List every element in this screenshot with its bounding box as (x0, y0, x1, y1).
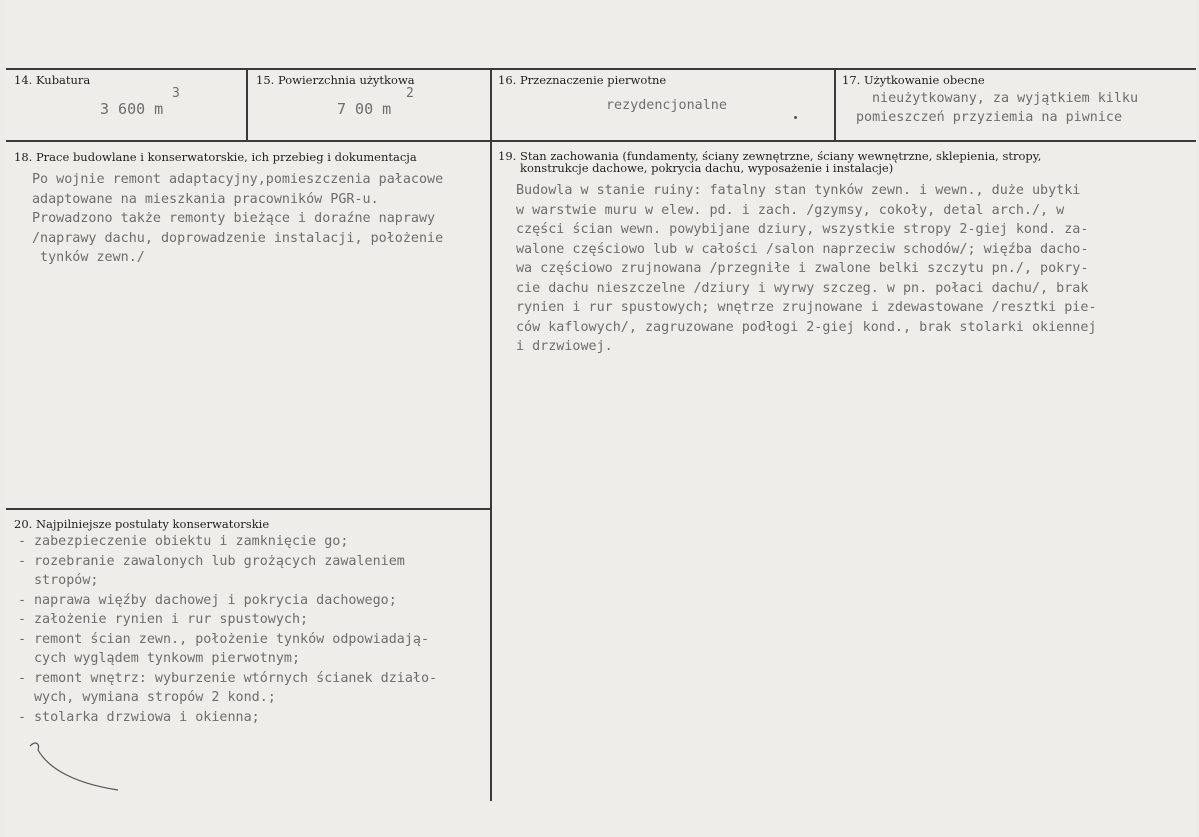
f20-item-9 (18, 688, 437, 708)
f20-item-text: cych wyglądem tynkowm pierwotnym; (34, 651, 301, 666)
f19-label: 19. Stan zachowania (fundamenty, ściany zewnętrzne, ściany wewnętrzne, sklepienia, stropy, (498, 149, 1042, 163)
divider-14-15 (246, 68, 248, 142)
pencil-mark (26, 738, 126, 798)
list-dash: - (18, 534, 27, 549)
f19-line-6: cie dachu nieszczelne /dziury i wyrwy szczeg. w pn. połaci dachu/, brak (516, 280, 1089, 296)
f20-item-text: zabezpieczenie obiektu i zamknięcie go; (34, 534, 349, 549)
f18-bottom-rule (6, 508, 492, 510)
f20-item-10 (18, 708, 437, 728)
f19-text-block (516, 181, 1096, 357)
divider-15-16 (490, 68, 492, 801)
f18-text-block (32, 170, 443, 268)
f14-value: 3 600 m (100, 100, 164, 118)
f19-line-5: wa częściowo zrujnowana /przegniłe i zwalone belki szczytu pn./, pokry- (516, 261, 1089, 276)
f16-label: 16. Przeznaczenie pierwotne (498, 73, 667, 87)
f18-line-4: /naprawy dachu, doprowadzenie instalacji, położenie (32, 230, 444, 246)
f15-label: 15. Powierzchnia użytkowa (256, 73, 415, 87)
list-dash: - (18, 670, 27, 686)
f20-item-8 (18, 669, 437, 689)
f20-item-text: stolarka drzwiowa i okienna; (34, 709, 260, 725)
f14-exponent: 3 (172, 86, 180, 101)
row1-bottom-rule (6, 140, 1196, 142)
f19-label-cont: konstrukcje dachowe, pokrycia dachu, wyposażenie i instalacje) (520, 161, 894, 175)
f20-item-3 (18, 571, 437, 591)
list-dash (18, 649, 34, 669)
f20-item-text: naprawa więźby dachowej i pokrycia dachowego; (34, 592, 397, 608)
ink-dot (794, 116, 797, 119)
f18-line-5: tynków zewn./ (32, 250, 145, 265)
f17-label: 17. Użytkowanie obecne (842, 73, 985, 87)
f20-item-4 (18, 591, 437, 611)
f20-item-text: remont wnętrz: wyburzenie wtórnych ścianek działo- (34, 670, 438, 686)
f19-line-1: Budowla w stanie ruiny: fatalny stan tynków zewn. i wewn., duże ubytki (516, 183, 1081, 198)
f17-line-2: pomieszczeń przyziemia na piwnice (856, 110, 1123, 125)
f19-line-4: walone częściowo lub w całości /salon naprzeciw schodów/; więźba dacho- (516, 241, 1089, 257)
divider-16-17 (834, 68, 836, 142)
f20-item-text: remont ścian zewn., położenie tynków odpowiadają- (34, 631, 430, 647)
f19-line-8: ców kaflowych/, zagruzowane podłogi 2-giej kond., brak stolarki okiennej (516, 319, 1097, 335)
f16-value: rezydencjonalne (606, 98, 727, 113)
top-rule (6, 68, 1196, 70)
f20-item-text: założenie rynien i rur spustowych; (34, 612, 309, 627)
f18-line-3: Prowadzono także remonty bieżące i doraźne naprawy (32, 211, 436, 226)
f20-postulates-list (18, 532, 437, 727)
f18-label: 18. Prace budowlane i konserwatorskie, ich przebieg i dokumentacja (14, 150, 417, 164)
f18-line-1: Po wojnie remont adaptacyjny,pomieszczenia pałacowe (32, 172, 444, 187)
list-dash: - (18, 612, 27, 627)
list-dash: - (18, 553, 27, 569)
f19-line-2: w warstwie muru w elew. pd. i zach. /gzymsy, cokoły, detal arch./, w (516, 202, 1065, 218)
f20-item-text: stropów; (34, 573, 99, 588)
f19-line-9: i drzwiowej. (516, 339, 613, 354)
list-dash: - (18, 631, 27, 647)
document-form-card (6, 0, 1196, 837)
list-dash: - (18, 592, 27, 608)
list-dash (18, 688, 34, 708)
f19-line-3: części ścian wewn. powybijane dziury, wszystkie stropy 2-giej kond. za- (516, 222, 1089, 237)
list-dash (18, 571, 34, 591)
f20-item-6 (18, 630, 437, 650)
f18-line-2: adaptowane na mieszkania pracowników PGR-u. (32, 191, 379, 207)
f20-item-text: wych, wymiana stropów 2 kond.; (34, 690, 276, 705)
f15-value: 7 00 m (337, 100, 392, 118)
f20-item-1 (18, 532, 437, 552)
f20-item-5 (18, 610, 437, 630)
f20-label: 20. Najpilniejsze postulaty konserwatorskie (14, 517, 270, 531)
f15-exponent: 2 (406, 86, 414, 101)
f20-item-text: rozebranie zawalonych lub grożących zawaleniem (34, 553, 405, 569)
f20-item-7 (18, 649, 437, 669)
f14-label: 14. Kubatura (14, 73, 91, 87)
f19-line-7: rynien i rur spustowych; wnętrze zrujnowane i zdewastowane /resztki pie- (516, 300, 1097, 315)
f20-item-2 (18, 552, 437, 572)
f17-line-1: nieużytkowany, za wyjątkiem kilku (872, 91, 1139, 106)
list-dash: - (18, 709, 27, 725)
